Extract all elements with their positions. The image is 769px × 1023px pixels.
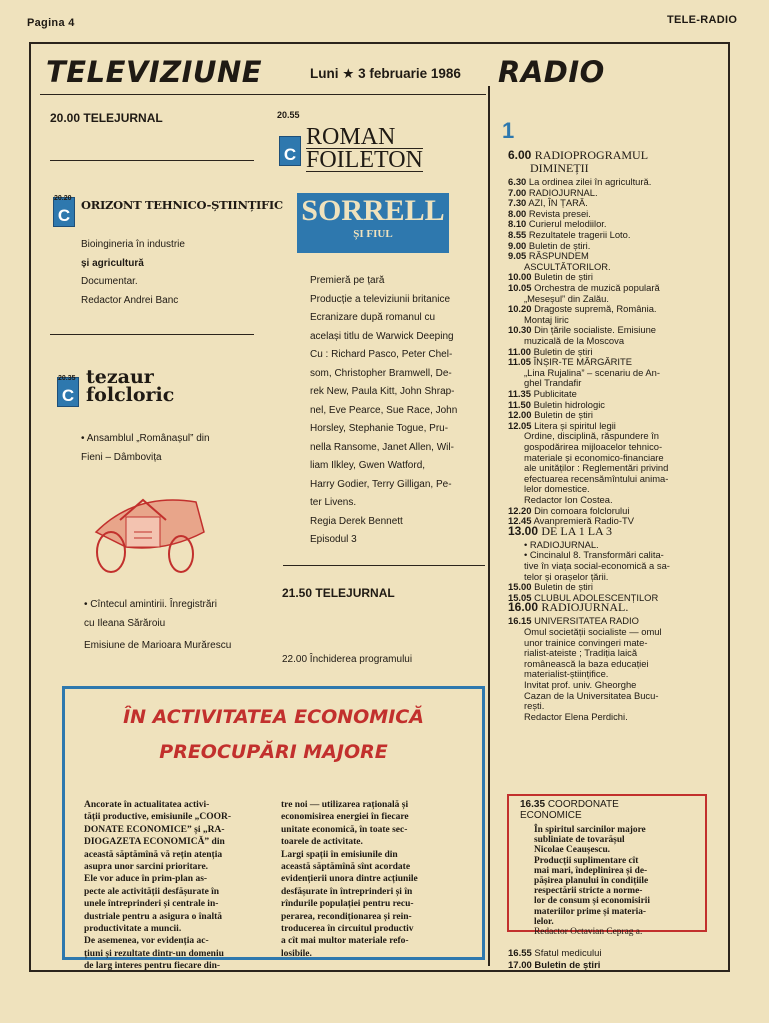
- radio-item: DIMINEȚII: [530, 161, 589, 175]
- rule: [50, 334, 254, 335]
- coordonate-title: 16.35 COORDONATE ECONOMICE: [520, 799, 619, 821]
- tezaur-details: • Ansamblul „Românașul” din Fieni – Dâmbovița: [81, 433, 210, 463]
- radio-item: 16.00 RADIOJURNAL.: [508, 600, 629, 615]
- economic-title-1: ÎN ACTIVITATEA ECONOMICĂ: [123, 706, 424, 728]
- radio-item: Redactor Elena Perdichi.: [524, 710, 628, 722]
- economic-title-2: PREOCUPĂRI MAJORE: [159, 741, 388, 763]
- section-label: TELE-RADIO: [667, 14, 738, 26]
- radio-item: 9.00 Buletin de știri.: [508, 239, 591, 251]
- tv-closing: 22.00 Închiderea programului: [282, 654, 413, 665]
- radio-item: Omul societății socialiste — omul: [524, 626, 662, 637]
- tezaur-title: tezaur folcloric: [86, 366, 175, 406]
- radio-item: 13.00 DE LA 1 LA 3: [508, 523, 613, 538]
- sorrell-banner: SORRELL ȘI FIUL: [297, 193, 449, 253]
- economic-column-1: Ancorate în actualitatea activi- tății productive, emisiunile „COOR- DONATE ECONOMICE” și „RA- DIOGAZETA ECONOMICĂ” din această săptămînă vă rețin atenția asupra unor sarcini prioritare. Ele vor aduce în prim-plan as- pecte ale activității desfășurate în unele întreprinderi și centrale in- dustriale pentru a asigura o înaltă productivitate a muncii. De asemenea, vor evidenția ac- țiuni și rezultate dintr-un domeniu de larg interes pentru fiecare din-: [84, 800, 232, 972]
- radio-item: ale unităților : Reglementări privind: [524, 462, 669, 474]
- radio-item: 6.00 RADIOPROGRAMUL: [508, 148, 649, 162]
- tv-telejurnal-2: 21.50 TELEJURNAL: [282, 586, 395, 600]
- tv-title: TELEVIZIUNE: [46, 55, 263, 89]
- economic-column-2: tre noi — utilizarea rațională și economisirea energiei în fiecare unitate economică, în toate sec- toarele de activitate. Largi spații în emisiunile din această săptămînă sînt acordate evidențierii unora dintre acțiunile desfășurate în întreprinderi și în rîndurile populației pentru recu- perarea, recondiționarea și rein- troducerea în circuitul productiv a cît mai multor materiale refo- losibile.: [281, 800, 418, 959]
- radio-item: 12.45 Avanpremieră Radio-TV: [508, 515, 634, 527]
- radio-item: 8.10 Curierul melodiilor.: [508, 218, 607, 230]
- radio-item: materialist-științifice.: [524, 668, 609, 680]
- radio-item: Cazan de la Universitatea Bucu-: [524, 689, 659, 701]
- radio-item: 16.55 Sfatul medicului: [508, 948, 602, 959]
- radio-item: 10.00 Buletin de știri: [508, 271, 593, 283]
- radio-item: 15.00 Buletin de știri: [508, 581, 593, 593]
- radio-item: 11.35 Publicitate: [508, 388, 577, 399]
- page-number: Pagina 4: [27, 17, 75, 29]
- radio-item: „Meseșul” din Zalău.: [524, 292, 609, 304]
- color-badge: 20.35 C: [57, 377, 79, 407]
- radio-item: 10.30 Din țările socialiste. Emisiune: [508, 324, 656, 336]
- orizont-title: ORIZONT TEHNICO-ȘTIINȚIFIC: [81, 198, 283, 212]
- radio-item: • Cincinalul 8. Transformări calita-: [524, 549, 664, 561]
- radio-item: Ordine, disciplină, răspundere în: [524, 430, 659, 442]
- radio-item: tive în viața social-economică a sa-: [524, 560, 670, 571]
- radio-item: 8.00 Revista presei.: [508, 207, 591, 219]
- radio-item: 6.30 La ordinea zilei în agricultură.: [508, 176, 652, 187]
- radio-item: 12.05 Litera și spiritul legii: [508, 419, 616, 431]
- radio-item: rești.: [524, 700, 545, 712]
- radio-item: 7.30 AZI, ÎN ȚARĂ.: [508, 197, 588, 209]
- coordonate-details: În spiritul sarcinilor majore subliniate de tovarășul Nicolae Ceaușescu. Producții suplimentare cît mai mari, îndeplinirea și de- pășirea planului în condițiile respectării stricte a norme- lor de consum și economisirii materiilor prime și materia- lelor. Redactor Octavian Ceprag a.: [534, 825, 650, 938]
- rule: [283, 565, 485, 566]
- radio-item: muzicală de la Moscova: [524, 335, 625, 346]
- radio-item: 11.50 Buletin hidrologic: [508, 398, 605, 410]
- radio-item: „Lina Rujalina” – scenariu de An-: [524, 366, 661, 378]
- color-badge: C: [279, 136, 301, 166]
- radio-item: 12.00 Buletin de știri: [508, 409, 593, 421]
- tv-header-rule: [40, 94, 486, 95]
- radio-item: 17.00 Buletin de știri: [508, 960, 601, 971]
- radio-item: 11.00 Buletin de știri: [508, 345, 593, 357]
- radio-item: Montaj liric: [524, 313, 569, 325]
- radio-item: 8.55 Rezultatele tragerii Loto.: [508, 229, 631, 240]
- broadcast-date: Luni ★ 3 februarie 1986: [310, 66, 461, 81]
- radio-item: 7.00 RADIOJURNAL.: [508, 186, 598, 198]
- tezaur-details-2: • Cîntecul amintirii. Înregistrări cu Ileana Sărăroiu Emisiune de Marioara Murărescu: [84, 599, 232, 651]
- roman-time: 20.55: [277, 110, 300, 120]
- roman-details: Premieră pe țară Producție a televiziunii britanice Ecranizare după romanul cu același titlu de Warwick Deeping Cu : Richard Pasco, Peter Chel- som, Christopher Bramwell, De- rek New, Paula Kitt, John Shrap- nel, Eve Pearce, Sue Race, John Horsley, Stephanie Togue, Pru- nella Ransome, Janet Allen, Wil- liam Ilkley, Gwen Watford, Harry Godier, Terry Gilligan, Pe- ter Livens. Regia Derek Bennett Episodul 3: [310, 275, 458, 545]
- radio-item: românească la baza educației: [524, 657, 649, 669]
- roman-foileton-title: ROMAN FOILETON: [306, 124, 423, 173]
- radio-item: rialist-ateiste ; Tradiția laică: [524, 647, 638, 659]
- radio-item: ASCULTĂTORILOR.: [524, 260, 611, 272]
- radio-item: Invitat prof. univ. Gheorghe: [524, 679, 637, 690]
- radio-item: ghel Trandafir: [524, 377, 582, 389]
- radio-item: 10.05 Orchestra de muzică populară: [508, 282, 660, 293]
- tv-telejurnal-1: 20.00 TELEJURNAL: [50, 111, 163, 125]
- radio-item: 10.20 Dragoste supremă, România.: [508, 303, 657, 315]
- folk-illustration: [86, 472, 214, 580]
- orizont-details: Bioingineria în industrie și agricultură Documentar. Redactor Andrei Banc: [81, 239, 185, 306]
- color-badge: 20.20 C: [53, 197, 75, 227]
- radio-item: lelor domestice.: [524, 483, 590, 495]
- column-divider: [488, 86, 490, 966]
- radio-item: unor trainice convingeri mate-: [524, 636, 648, 648]
- radio-item: 11.05 ÎNȘIR-TE MĂRGĂRITE: [508, 356, 633, 368]
- radio-item: 12.20 Din comoara folclorului: [508, 504, 630, 516]
- radio-item: 16.15 UNIVERSITATEA RADIO: [508, 615, 639, 627]
- radio-title: RADIO: [498, 55, 605, 89]
- radio-program-number: 1: [502, 118, 515, 143]
- radio-item: • RADIOJURNAL.: [524, 538, 599, 550]
- radio-item: gospodărirea mijloacelor tehnico-: [524, 441, 663, 452]
- radio-item: 9.05 RĂSPUNDEM: [508, 250, 589, 262]
- radio-item: 15.05 CLUBUL ADOLESCENȚILOR: [508, 591, 659, 603]
- radio-item: Redactor Ion Costea.: [524, 494, 613, 505]
- radio-item: telor și orașelor țării.: [524, 570, 609, 582]
- radio-item: efectuarea recensămîntului anima-: [524, 472, 669, 484]
- rule: [50, 160, 254, 161]
- radio-item: materiale și economico-financiare: [524, 451, 664, 463]
